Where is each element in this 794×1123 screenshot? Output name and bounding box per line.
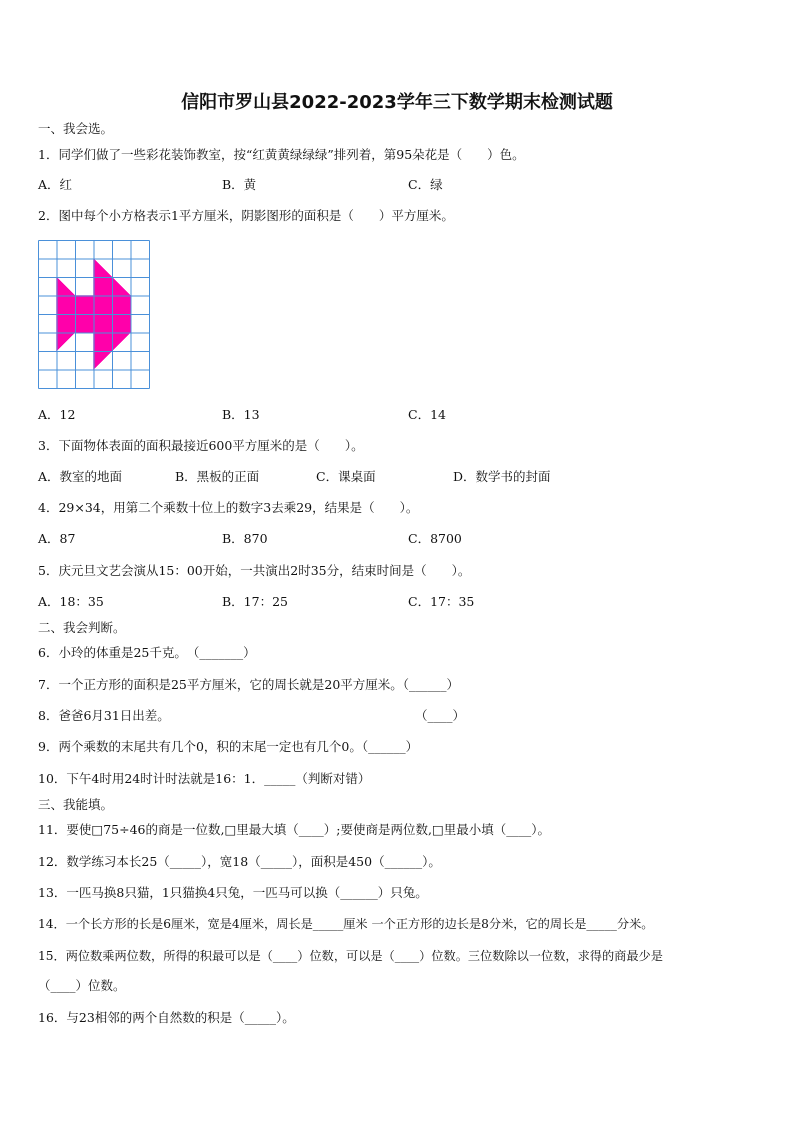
question-4: 4．29×34，用第二个乘数十位上的数字3去乘29，结果是（ ）。 [38,500,419,515]
q3-option-d[interactable]: D．数学书的封面 [453,469,551,484]
q3-option-b[interactable]: B．黑板的正面 [175,469,260,484]
question-5: 5．庆元旦文艺会演从15：00开始，一共演出2时35分，结束时间是（ ）。 [38,563,471,578]
section-heading-3: 三、我能填。 [38,797,114,812]
question-12: 12．数学练习本长25（_____），宽18（_____），面积是450（______）。 [38,854,441,869]
q4-option-c[interactable]: C．8700 [408,531,462,546]
question-16: 16．与23相邻的两个自然数的积是（_____）。 [38,1010,295,1025]
question-14: 14．一个长方形的长是6厘米，宽是4厘米，周长是_____厘米 一个正方形的边长是8分米，它的周长是_____分米。 [38,917,654,931]
q2-option-b[interactable]: B．13 [222,407,260,422]
question-8: 8．爸爸6月31日出差。 [38,708,170,723]
page-title: 信阳市罗山县2022-2023学年三下数学期末检测试题 [181,92,613,113]
grid-lines [39,241,150,389]
q5-option-c[interactable]: C．17：35 [408,594,475,609]
question-8-blank: （____） [415,708,466,723]
question-15-cont: （____）位数。 [38,978,126,993]
q5-option-a[interactable]: A．18：35 [38,594,104,609]
question-6: 6．小玲的体重是25千克。 （_______） [38,645,256,660]
q2-option-c[interactable]: C．14 [408,407,446,422]
question-9: 9．两个乘数的末尾共有几个0，积的末尾一定也有几个0。（______） [38,739,419,754]
q1-option-a[interactable]: A．红 [38,177,73,192]
grid-figure [38,240,152,390]
section-heading-2: 二、我会判断。 [38,620,126,635]
question-15: 15．两位数乘两位数，所得的积最可以是（____）位数，可以是（____）位数。三位数除以一位数，求得的商最少是 [38,949,663,963]
q1-option-c[interactable]: C．绿 [408,177,443,192]
question-10: 10．下午4时用24时计时法就是16：1．_____（判断对错） [38,771,371,786]
question-3: 3．下面物体表面的面积最接近600平方厘米的是（ ）。 [38,438,364,453]
q3-option-c[interactable]: C．课桌面 [316,469,376,484]
q4-option-a[interactable]: A．87 [38,531,76,546]
question-13: 13．一匹马换8只猫，1只猫换4只兔，一匹马可以换（______）只兔。 [38,885,428,900]
question-11: 11．要使□75÷46的商是一位数,□里最大填（____）;要使商是两位数,□里最小填（____）。 [38,822,551,837]
q2-option-a[interactable]: A．12 [38,407,76,422]
area-figure [38,240,152,394]
q4-option-b[interactable]: B．870 [222,531,268,546]
question-2: 2．图中每个小方格表示1平方厘米，阴影图形的面积是（ ）平方厘米。 [38,208,454,223]
q1-option-b[interactable]: B．黄 [222,177,257,192]
section-heading-1: 一、我会选。 [38,121,114,136]
question-7: 7．一个正方形的面积是25平方厘米，它的周长就是20平方厘米。（______） [38,677,460,692]
q3-option-a[interactable]: A．教室的地面 [38,469,123,484]
question-1: 1．同学们做了一些彩花装饰教室，按“红黄黄绿绿绿”排列着，第95朵花是（ ）色。 [38,147,525,162]
q5-option-b[interactable]: B．17：25 [222,594,288,609]
